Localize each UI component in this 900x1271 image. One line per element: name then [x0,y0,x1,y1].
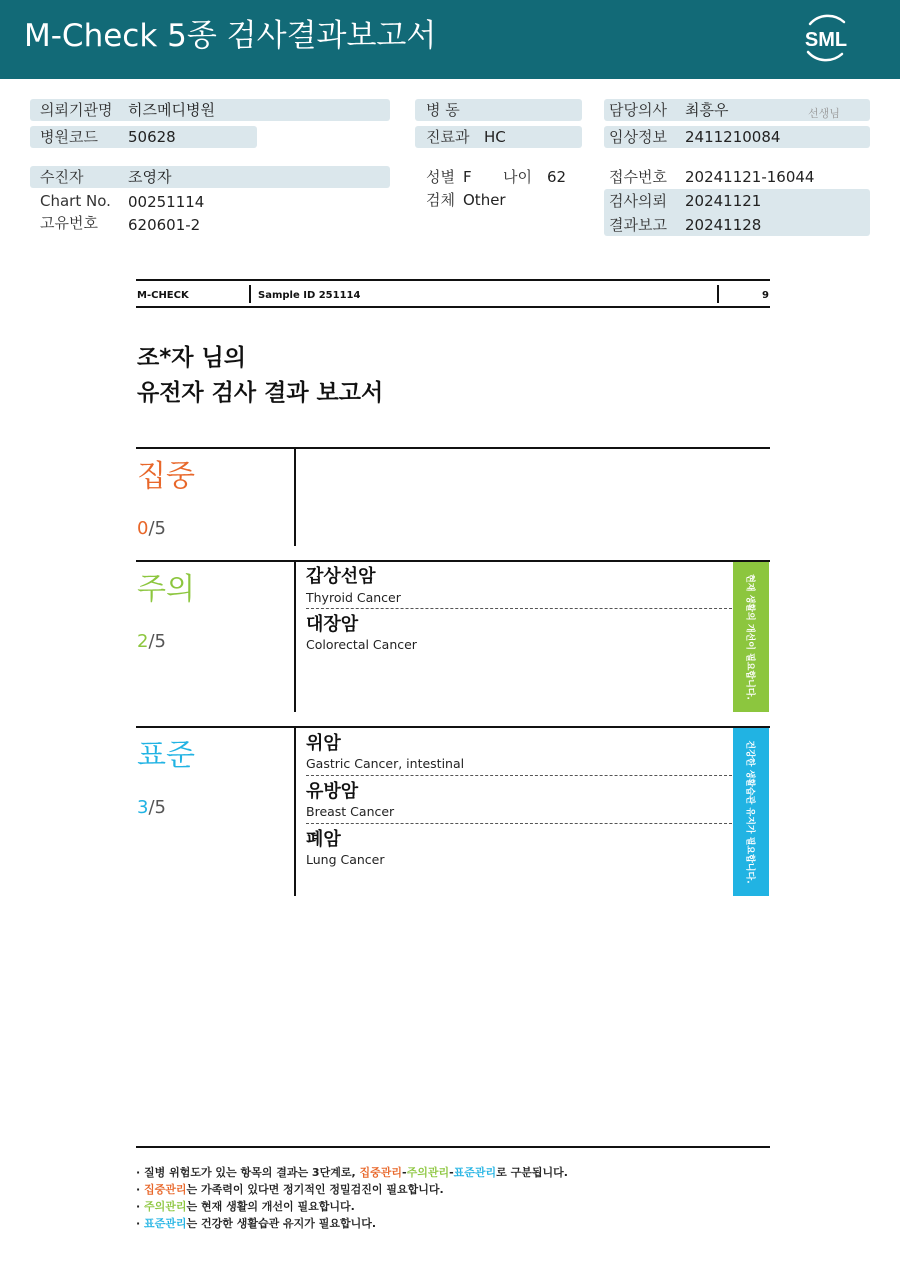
footnote-rule [136,1146,770,1148]
category-focus-count: 0/5 [137,518,166,539]
caution-banner: 현재 생활의 개선이 필요합니다. [733,562,769,712]
report-header-divider [717,285,719,303]
disease-name-en: Lung Cancer [306,852,385,867]
section-divider [294,728,296,896]
unique-no-label: 고유번호 [40,214,98,232]
result-value: 20241128 [685,216,762,234]
section-rule [136,726,770,728]
disease-name-en: Gastric Cancer, intestinal [306,756,465,771]
report-brand: M-CHECK [137,290,189,301]
doctor-value: 최흥우 [685,101,729,119]
section-divider [294,562,296,712]
request-value: 20241121 [685,192,762,210]
dept-label: 진료과 [426,128,470,146]
footnote-4: · 표준관리는 건강한 생활습관 유지가 필요합니다. [136,1217,377,1230]
disease-name-en: Breast Cancer [306,804,395,819]
section-divider [294,449,296,546]
unique-no-value: 620601-2 [128,216,201,234]
item-separator [306,823,732,824]
category-standard-count: 3/5 [137,797,166,818]
item-separator [306,775,732,776]
page-number: 9 [762,290,769,301]
sml-logo [800,12,852,64]
ward-label: 병 동 [426,101,460,119]
hospital-code-label: 병원코드 [40,128,98,146]
disease-name-ko: 폐암 [306,829,341,850]
doctor-label: 담당의사 [609,101,667,119]
category-caution-count: 2/5 [137,631,166,652]
chart-no-value: 00251114 [128,193,205,211]
disease-name-ko: 유방암 [306,781,359,802]
report-top-rule [136,279,770,281]
patient-row-bg [30,166,390,188]
patient-value: 조영자 [128,168,172,186]
hospital-code-value: 50628 [128,128,176,146]
request-label: 검사의뢰 [609,192,667,210]
disease-name-ko: 갑상선암 [306,566,376,587]
disease-name-ko: 위암 [306,733,341,754]
institution-label: 의뢰기관명 [40,101,113,119]
clinical-label: 임상정보 [609,128,667,146]
age-label: 나이 [503,168,532,186]
age-value: 62 [547,168,567,186]
category-caution-title: 주의 [137,572,195,607]
standard-banner: 건강한 생활습관 유지가 필요합니다. [733,728,769,896]
section-rule [136,560,770,562]
report-header-divider [249,285,251,303]
disease-name-ko: 대장암 [306,614,359,635]
receipt-value: 20241121-16044 [685,168,815,186]
disease-name-en: Colorectal Cancer [306,637,417,652]
result-label: 결과보고 [609,216,667,234]
receipt-label: 접수번호 [609,168,667,186]
sex-value: F [463,168,472,186]
institution-value: 히즈메디병원 [128,101,215,119]
specimen-label: 검체 [426,191,455,209]
svg-text:SML: SML [804,29,848,51]
greeting-line-2: 유전자 검사 결과 보고서 [137,380,384,406]
doctor-suffix: 선생님 [808,107,840,120]
report-header-bar [0,0,900,79]
patient-label: 수진자 [40,168,84,186]
dept-value: HC [484,128,506,146]
greeting-line-1: 조*자 님의 [137,345,246,371]
clinical-value: 2411210084 [685,128,781,146]
disease-name-en: Thyroid Cancer [306,590,401,605]
footnote-3: · 주의관리는 현재 생활의 개선이 필요합니다. [136,1200,355,1213]
footnote-2: · 집중관리는 가족력이 있다면 정기적인 정밀검진이 필요합니다. [136,1183,444,1196]
category-focus-title: 집중 [137,459,195,494]
sex-label: 성별 [426,168,455,186]
item-separator [306,608,732,609]
footnote-1: · 질병 위험도가 있는 항목의 결과는 3단계로, 집중관리-주의관리-표준관리로 구분됩니다. [136,1166,568,1179]
sample-id: Sample ID 251114 [258,290,361,301]
chart-no-label: Chart No. [40,192,111,210]
report-title: M-Check 5종 검사결과보고서 [24,18,437,54]
specimen-value: Other [463,191,506,209]
section-rule [136,447,770,449]
report-header-rule [136,306,770,308]
category-standard-title: 표준 [137,738,195,773]
